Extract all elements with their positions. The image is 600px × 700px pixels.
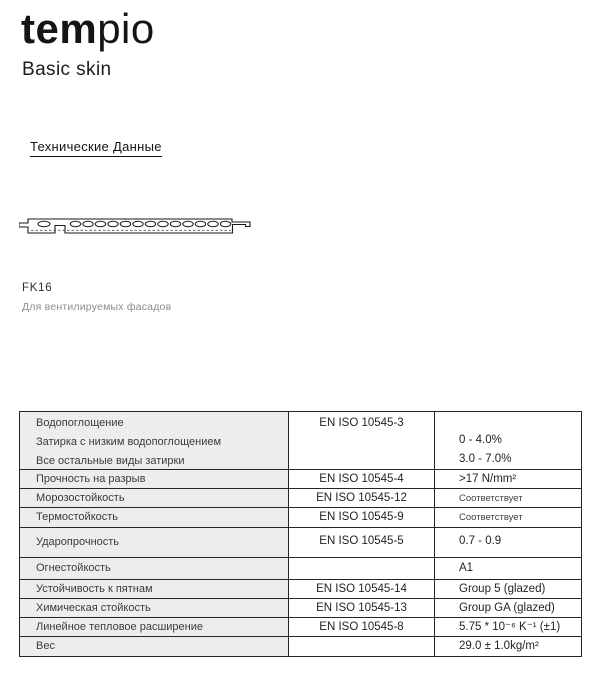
spec-label: Морозостойкость (36, 491, 125, 504)
spec-label: Линейное тепловое расширение (36, 620, 204, 633)
spec-value: 0.7 - 0.9 (459, 535, 502, 547)
spec-label-cell (20, 637, 288, 656)
panel-profile-drawing (19, 213, 253, 243)
spec-label: Затирка с низким водопоглощением (36, 436, 222, 448)
table-row (20, 488, 581, 507)
spec-standard: EN ISO 10545-3 (319, 417, 404, 429)
table-row (20, 469, 581, 488)
spec-value-cell (434, 637, 581, 656)
spec-standard: EN ISO 10545-9 (319, 511, 404, 523)
spec-value: 3.0 - 7.0% (459, 453, 512, 465)
spec-value: Group GA (glazed) (459, 601, 555, 614)
spec-label: Водопоглощение (36, 417, 124, 429)
spec-value: Соответствует (459, 492, 523, 504)
spec-value-cell (434, 470, 581, 488)
spec-value-cell (434, 508, 581, 527)
table-row (20, 557, 581, 579)
spec-label: Ударопрочность (36, 536, 120, 548)
spec-value-cell (434, 489, 581, 507)
spec-label-cell (20, 580, 288, 598)
spec-label-cell (20, 489, 288, 507)
spec-value: Соответствует (459, 512, 523, 523)
table-row (20, 527, 581, 557)
spec-label: Прочность на разрыв (36, 472, 146, 485)
spec-value-cell (434, 599, 581, 617)
spec-value-cell (434, 412, 581, 469)
spec-label: Химическая стойкость (36, 601, 151, 614)
table-row (20, 579, 581, 598)
spec-standard: EN ISO 10545-4 (319, 472, 404, 485)
spec-label: Устойчивость к пятнам (36, 582, 153, 595)
spec-label: Огнестойкость (36, 562, 111, 574)
spec-standard-cell (288, 412, 434, 469)
section-title (30, 139, 162, 157)
spec-value: 5.75 * 10⁻⁶ K⁻¹ (±1) (459, 620, 561, 633)
spec-label-cell (20, 412, 288, 469)
product-code: FK16 (22, 282, 53, 294)
spec-standard: EN ISO 10545-13 (316, 601, 407, 614)
spec-standard: EN ISO 10545-12 (316, 491, 407, 504)
spec-standard-cell (288, 489, 434, 507)
table-row (20, 507, 581, 527)
technical-data-table (19, 411, 582, 657)
table-row (20, 598, 581, 617)
spec-standard-cell (288, 637, 434, 656)
spec-standard-cell (288, 558, 434, 579)
spec-standard-cell (288, 528, 434, 557)
spec-value: Group 5 (glazed) (459, 582, 546, 595)
spec-value-cell (434, 558, 581, 579)
spec-label: Термостойкость (36, 511, 119, 523)
spec-value: A1 (459, 562, 474, 574)
spec-value: 0 - 4.0% (459, 434, 502, 446)
spec-label-cell (20, 528, 288, 557)
spec-standard: EN ISO 10545-14 (316, 582, 407, 595)
logo-part-light: pio (97, 5, 155, 52)
spec-standard-cell (288, 599, 434, 617)
spec-label: Все остальные виды затирки (36, 455, 185, 467)
table-row (20, 636, 581, 656)
spec-label-cell (20, 558, 288, 579)
spec-standard-cell (288, 508, 434, 527)
spec-label: Вес (36, 640, 55, 652)
spec-value: 29.0 ± 1.0kg/m² (459, 640, 539, 652)
spec-standard-cell (288, 470, 434, 488)
spec-label-cell (20, 508, 288, 527)
logo-part-bold: tem (21, 5, 98, 52)
spec-value: >17 N/mm² (459, 472, 517, 485)
product-description: Для вентилируемых фасадов (22, 301, 172, 313)
table-row (20, 412, 581, 469)
spec-label-cell (20, 618, 288, 636)
spec-label-cell (20, 599, 288, 617)
spec-standard: EN ISO 10545-5 (319, 535, 404, 547)
spec-standard-cell (288, 618, 434, 636)
spec-value-cell (434, 580, 581, 598)
table-row (20, 617, 581, 636)
spec-value (459, 414, 581, 431)
spec-value-cell (434, 618, 581, 636)
brand-logo (21, 6, 155, 52)
spec-label-cell (20, 470, 288, 488)
spec-standard: EN ISO 10545-8 (319, 620, 404, 633)
product-line-title: Basic skin (22, 59, 112, 80)
spec-value-cell (434, 528, 581, 557)
spec-standard-cell (288, 580, 434, 598)
section-title-text: Технические Данные (30, 139, 162, 157)
